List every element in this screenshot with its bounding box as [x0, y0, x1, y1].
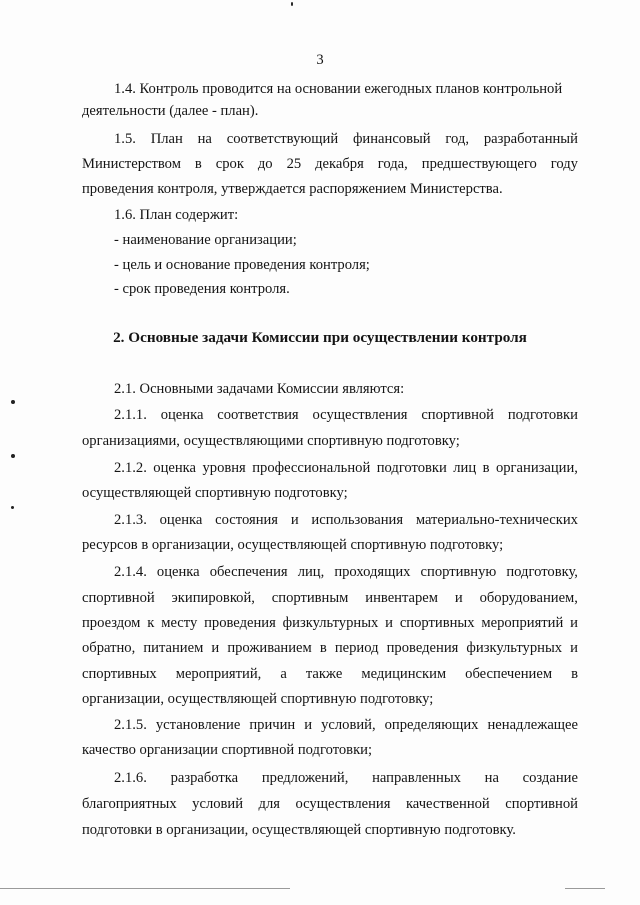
word: подготовку, — [506, 564, 578, 580]
word: медицинским — [361, 666, 447, 682]
word: проходящих — [334, 564, 411, 580]
paragraph-1-4-line-1: 1.4. Контроль проводится на основании ежегодных планов контрольной — [114, 81, 563, 97]
word: месту — [161, 615, 198, 631]
word: на — [484, 770, 499, 786]
word: спортивную — [420, 564, 497, 580]
word: в — [482, 460, 490, 476]
word: и — [570, 640, 578, 656]
word: и — [211, 640, 220, 656]
word: подготовки — [507, 407, 578, 423]
word: и — [304, 717, 313, 733]
word: обратно, — [82, 640, 136, 656]
paragraph-1-5-line-2 — [82, 155, 578, 173]
word: физкультурных — [282, 615, 379, 631]
word: 2.1.4. — [114, 564, 147, 580]
word: питанием — [143, 640, 204, 656]
word: направленных — [372, 770, 461, 786]
word: осуществления — [295, 796, 391, 812]
paragraph-2-1-4-line-3 — [82, 614, 578, 632]
paragraph-2-1-2-line-2: осуществляющей спортивную подготовку; — [82, 485, 348, 501]
scan-speck — [291, 2, 293, 6]
plan-item-2: - цель и основание проведения контроля; — [114, 257, 370, 273]
word: оценка — [159, 512, 203, 528]
paragraph-2-1-2-line-1 — [114, 459, 578, 477]
paragraph-1-4-line-2: деятельности (далее - план). — [82, 103, 259, 119]
word: уровня — [202, 460, 246, 476]
word: оценка — [156, 564, 200, 580]
scan-speck — [11, 454, 15, 458]
paragraph-2-1-4-line-6: организации, осуществляющей спортивную подготовку; — [82, 691, 434, 707]
word: декабря — [315, 156, 364, 172]
word: 2.1.1. — [114, 407, 147, 423]
word: проживанием — [227, 640, 312, 656]
word: состояния — [215, 512, 279, 528]
word: соответствующий — [226, 131, 339, 147]
word: до — [257, 156, 273, 172]
word: на — [197, 131, 212, 147]
word: установление — [155, 717, 241, 733]
scan-edge-line — [0, 888, 290, 889]
paragraph-2-1-4-line-5 — [82, 665, 578, 683]
section-heading: 2. Основные задачи Комиссии при осуществлении контроля — [113, 329, 527, 346]
paragraph-1-5-line-1 — [114, 130, 578, 148]
word: организации, — [495, 460, 578, 476]
paragraph-1-5-line-3: проведения контроля, утверждается распоряжением Министерства. — [82, 181, 503, 197]
paragraph-2-1-1-line-2: организациями, осуществляющими спортивную подготовку; — [82, 433, 460, 449]
word: а — [280, 666, 287, 682]
scan-edge-line — [565, 888, 605, 889]
word: подготовки — [376, 460, 447, 476]
word: года, — [377, 156, 408, 172]
word: спортивных — [82, 666, 157, 682]
paragraph-2-1-3-line-1 — [114, 511, 578, 529]
word: финансовый — [352, 131, 431, 147]
word: спортивных — [399, 615, 475, 631]
word: и — [290, 512, 299, 528]
word: оценка — [153, 460, 197, 476]
word: мероприятий — [481, 615, 564, 631]
paragraph-1-6: 1.6. План содержит: — [114, 207, 239, 223]
word: ненадлежащее — [487, 717, 578, 733]
word: год, — [445, 131, 469, 147]
word: экипировкой, — [171, 590, 255, 606]
word: разработка — [170, 770, 239, 786]
word: и — [570, 615, 578, 631]
word: спортивной — [421, 407, 494, 423]
paragraph-2-1-3-line-2: ресурсов в организации, осуществляющей спортивную подготовку; — [82, 537, 504, 553]
paragraph-2-1-5-line-1 — [114, 716, 578, 734]
word: использования — [311, 512, 404, 528]
word: причин — [249, 717, 296, 733]
word: 25 — [286, 156, 302, 172]
plan-item-3: - срок проведения контроля. — [114, 281, 290, 297]
word: условий, — [321, 717, 376, 733]
word: проездом — [82, 615, 141, 631]
paragraph-2-1: 2.1. Основными задачами Комиссии являются: — [114, 381, 405, 397]
scan-speck — [11, 400, 15, 404]
scan-speck — [11, 506, 14, 509]
word: План — [150, 131, 183, 147]
paragraph-2-1-1-line-1 — [114, 406, 578, 424]
word: срок — [215, 156, 244, 172]
word: создание — [522, 770, 578, 786]
word: соответствия — [217, 407, 299, 423]
word: 2.1.6. — [114, 770, 147, 786]
page-number: 3 — [316, 52, 324, 68]
word: качественной — [405, 796, 490, 812]
paragraph-2-1-6-line-2 — [82, 795, 578, 813]
word: условий — [192, 796, 244, 812]
word: 1.5. — [114, 131, 136, 147]
paragraph-2-1-6-line-3: подготовки в организации, осуществляющей спортивную подготовку. — [82, 822, 516, 838]
word: материально-технических — [415, 512, 578, 528]
word: году — [550, 156, 578, 172]
word: лиц — [453, 460, 477, 476]
word: предложений, — [261, 770, 349, 786]
word: спортивным — [271, 590, 349, 606]
word: проведения — [204, 615, 276, 631]
word: обеспечения — [209, 564, 288, 580]
word: в — [194, 156, 202, 172]
word: также — [305, 666, 343, 682]
paragraph-2-1-4-line-1 — [114, 563, 578, 581]
paragraph-2-1-4-line-2 — [82, 589, 578, 607]
paragraph-2-1-4-line-4 — [82, 639, 578, 657]
word: для — [258, 796, 280, 812]
word: благоприятных — [82, 796, 177, 812]
word: оборудованием, — [479, 590, 578, 606]
word: физкультурных — [466, 640, 563, 656]
word: период — [334, 640, 379, 656]
word: к — [147, 615, 155, 631]
paragraph-2-1-5-line-2: качество организации спортивной подготовки; — [82, 742, 373, 758]
word: инвентарем — [365, 590, 439, 606]
word: лиц, — [297, 564, 325, 580]
word: осуществления — [312, 407, 408, 423]
word: обеспечением — [465, 666, 553, 682]
word: 2.1.2. — [114, 460, 147, 476]
plan-item-1: - наименование организации; — [114, 232, 297, 248]
word: разработанный — [483, 131, 578, 147]
word: и — [454, 590, 463, 606]
word: и — [385, 615, 393, 631]
word: определяющих — [384, 717, 479, 733]
word: спортивной — [505, 796, 578, 812]
word: 2.1.5. — [114, 717, 147, 733]
word: оценка — [160, 407, 204, 423]
word: в — [319, 640, 327, 656]
word: в — [571, 666, 578, 682]
paragraph-2-1-6-line-1 — [114, 769, 578, 787]
word: спортивной — [82, 590, 155, 606]
word: 2.1.3. — [114, 512, 147, 528]
word: предшествующего — [421, 156, 537, 172]
word: проведения — [386, 640, 459, 656]
word: профессиональной — [252, 460, 371, 476]
word: мероприятий, — [175, 666, 262, 682]
word: Министерством — [82, 156, 181, 172]
